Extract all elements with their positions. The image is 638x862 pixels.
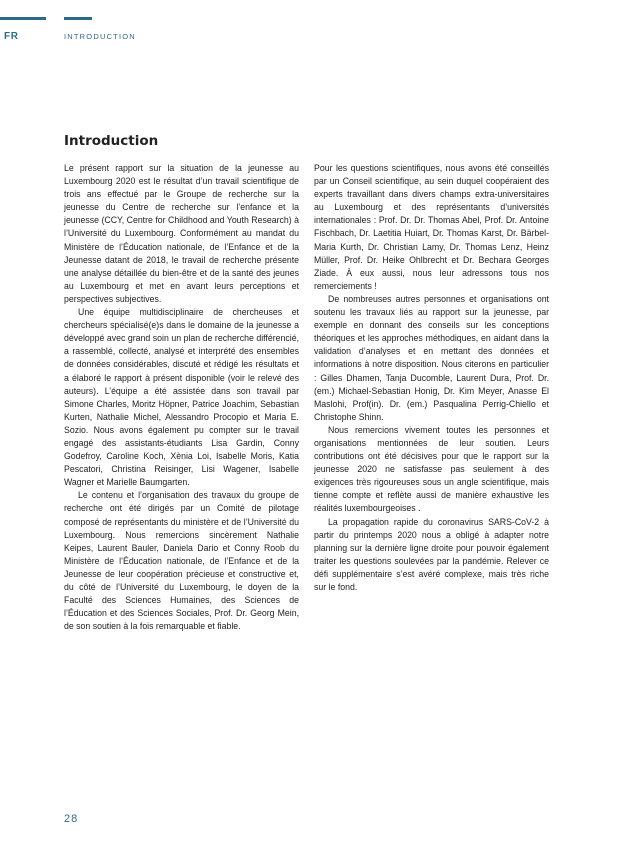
paragraph: Le contenu et l’organisation des travaux du groupe de recherche ont été dirigés par un Comité de pilotage composé de représentants du ministère et de l’Université du Luxembourg. Nous remercions sincèrement Nathalie Keipes, Laurent Bauler, Daniela Dario et Conny Roob du Ministère de l’Éducation nationale, de l’Enfance et de la Jeunesse de leur coopération précieuse et constructive et, du côté de l’Université du Luxembourg, le doyen de la Faculté des Sciences Humaines, des Sciences de l’Éducation et des Sciences Sociales, Prof. Dr. Georg Mein, de son soutien à la fois remarquable et fiable. — [64, 490, 299, 632]
paragraph: Le présent rapport sur la situation de la jeunesse au Luxembourg 2020 est le résultat d’un travail scientifique de trois ans effectué par le Groupe de recherche sur la jeunesse du Centre de recherche sur l’enfance et la jeunesse (CCY, Centre for Childhood and Youth Research) à l’Université du Luxembourg. Conformément au mandat du Ministère de l’Éducation nationale, de l’Enfance et de la Jeunesse datant de 2018, le travail de recherche présente une analyse détaillée du bien-être et de la santé des jeunes au Luxembourg et met en avant leurs perceptions et perspectives subjectives. — [64, 163, 299, 304]
page-number: 28 — [64, 813, 79, 825]
paragraph: Nous remercions vivement toutes les personnes et organisations mentionnées de leur soutien. Leurs contributions ont été décisives pour que le rapport sur la jeunesse 2020 ne satisfasse pas seulement à des exigences très rigoureuses sous un angle scientifique, mais tienne compte et reflète aussi de manière exhaustive les réalités luxembourgeoises . — [314, 424, 549, 514]
section-tab-bar — [64, 17, 92, 20]
left-column — [64, 162, 299, 633]
paragraph: Pour les questions scientifiques, nous avons été conseillés par un Conseil scientifique, au sein duquel coopéraient des experts travaillant dans divers champs extra-universitaires au Luxembourg et des représentants d’universités internationales : Prof. Dr. Dr. Thomas Abel, Prof. Dr. Antoine Fischbach, Dr. Laetitia Huiart, Dr. Thomas Karst, Dr. Bärbel-Maria Kurth, Dr. Christian Lamy, Dr. Thomas Lenz, Heinz Müller, Prof. Dr. Heike Ohlbrecht et Dr. Bechara Georges Ziade. À eux aussi, nous leur adressons tous nos remerciements ! — [314, 163, 549, 291]
paragraph: De nombreuses autres personnes et organisations ont soutenu les travaux liés au rapport sur la jeunesse, par exemple en donnant des conseils sur les conceptions théoriques et les approches méthodiques, en aidant dans la validation d’analyses et en mettant des données et informations à notre disposition. Nous citerons en particulier : Gilles Dhamen, Tanja Ducomble, Laurent Dura, Prof. Dr. (em.) Michael-Sebastian Honig, Dr. Kim Meyer, Anasse El Maslohi, Prof(in). Dr. (em.) Pasqualina Perrig-Chiello et Christophe Shinn. — [314, 293, 549, 422]
section-label: INTRODUCTION — [64, 32, 136, 41]
language-tab-bar — [0, 17, 46, 20]
page-title: Introduction — [64, 133, 159, 149]
paragraph: Une équipe multidisciplinaire de chercheuses et chercheurs spécialisé(e)s dans le domaine de la jeunesse a développé avec grand soin un plan de recherche différencié, a rassemblé, collecté, analysé et interprété des ensembles de données considérables, discuté et rédigé les résultats et a élaboré le rapport à présent disponible (voir le relevé des auteurs). L’équipe a été assistée dans son travail par Simone Charles, Moritz Höpner, Patrice Joachim, Sebastian Kurten, Nathalie Michel, Alessandro Procopio et Maria E. Sozio. Nous avons également pu compter sur le travail engagé des assistants-étudiants Lisa Gardin, Conny Godefroy, Caroline Koch, Xènia Loi, Isabelle Moris, Katia Pescatori, Christina Reisinger, Lisi Wagener, Isabelle Wagner et Marielle Baumgarten. — [64, 307, 299, 488]
language-label: FR — [4, 31, 19, 42]
paragraph: La propagation rapide du coronavirus SARS-CoV-2 à partir du printemps 2020 nous a obligé à adapter notre planning sur la dernière ligne droite pour pouvoir également traiter les questions soulevées par la pandémie. Relever ce défi supplémentaire s’est avéré complexe, mais très riche sur le fond. — [314, 516, 549, 592]
right-column — [314, 162, 549, 594]
